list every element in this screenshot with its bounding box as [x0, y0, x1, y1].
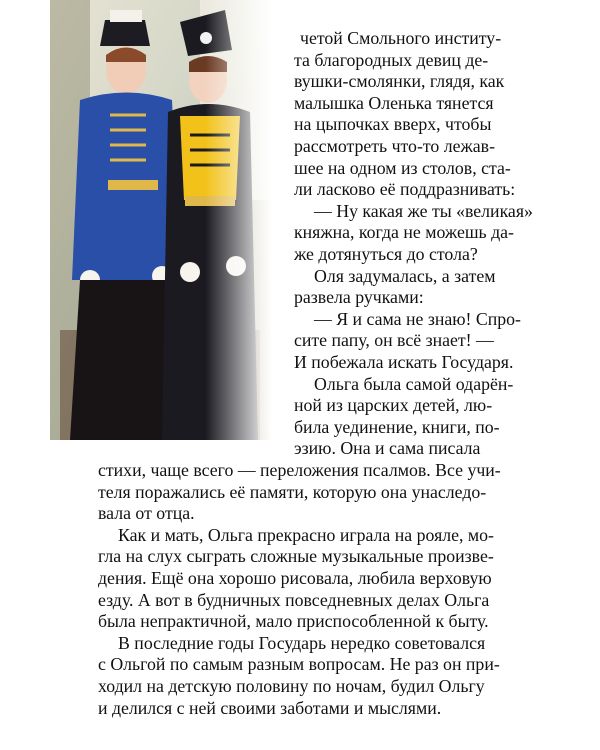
- text-line: Ольга была самой одарён-: [314, 373, 514, 394]
- text-line: на цыпочках вверх, чтобы: [294, 114, 492, 135]
- text-line: ной из царских детей, лю-: [294, 395, 493, 416]
- text-line: Оля задумалась, а затем: [314, 265, 496, 286]
- text-line: рассмотреть что-то лежав-: [294, 136, 495, 156]
- text-line: эзию. Она и сама писала: [294, 438, 481, 459]
- text-line: била уединение, книги, по-: [294, 416, 500, 437]
- text-line: стихи, чаще всего — переложения псалмов. Все учи-: [98, 460, 501, 480]
- uniformed-girls-illustration: [50, 0, 272, 440]
- text-line: с Ольгой по самым разным вопросам. Не раз он при-: [98, 654, 500, 675]
- text-line: развела ручками:: [294, 287, 424, 308]
- text-line: дения. Ещё она хорошо рисовала, любила верховую: [98, 568, 492, 588]
- text-line: езду. А вот в будничных повседневных делах Ольга: [98, 589, 490, 610]
- text-line: вушки-смолянки, глядя, как: [294, 71, 505, 92]
- text-line: малышка Оленька тянется: [294, 92, 494, 113]
- text-line: В последние годы Государь нередко советовался: [118, 632, 486, 653]
- text-line: И побежала искать Государя.: [294, 352, 514, 372]
- text-line: теля поражались её памяти, которую она унаследо-: [98, 481, 487, 502]
- text-line: четой Смольного институ-: [300, 28, 502, 48]
- text-line: была непрактичной, мало приспособленной к быту.: [98, 611, 489, 632]
- text-line: и делился с ней своими заботами и мыслями.: [98, 697, 442, 718]
- text-line: же дотянуться до стола?: [294, 244, 478, 264]
- text-line: княжна, когда не можешь да-: [294, 222, 514, 243]
- text-line: та благородных девиц де-: [294, 49, 489, 70]
- text-line: вала от отца.: [98, 503, 195, 524]
- text-line: ли ласково её поддразнивать:: [294, 179, 516, 200]
- text-line: Как и мать, Ольга прекрасно играла на рояле, мо-: [118, 524, 494, 545]
- text-line: шее на одном из столов, ста-: [294, 157, 511, 178]
- text-line: сите папу, он всё знает! —: [294, 330, 494, 351]
- text-line: — Ну какая же ты «великая»: [314, 200, 533, 221]
- text-line: ходил на детскую половину по ночам, будил Ольгу: [98, 676, 485, 696]
- illustration-photo: [50, 0, 272, 440]
- text-line: гла на слух сыграть сложные музыкальные произве-: [98, 546, 494, 567]
- text-line: — Я и сама не знаю! Спро-: [314, 308, 521, 329]
